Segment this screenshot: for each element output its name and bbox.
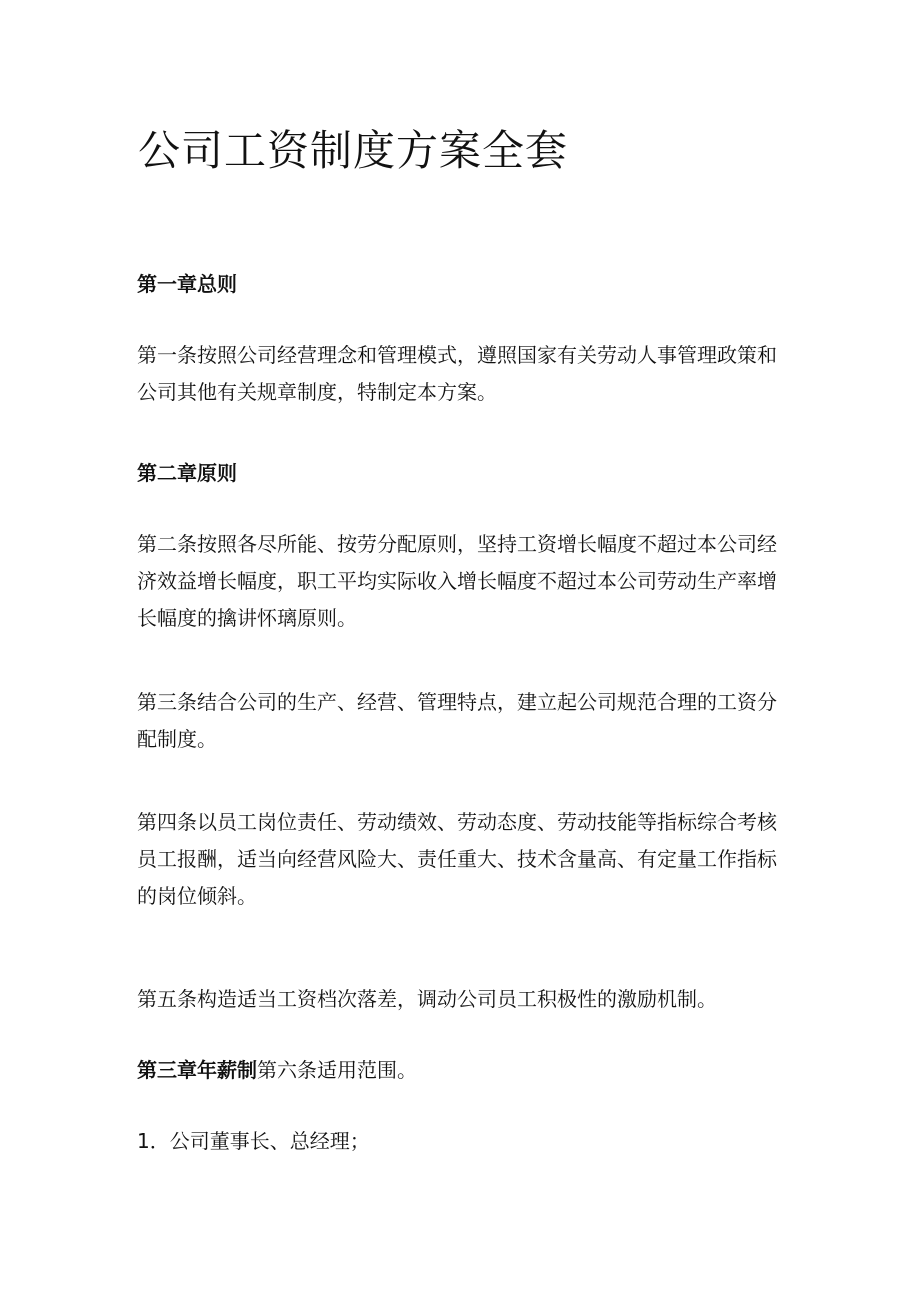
article-3-paragraph (137, 684, 787, 758)
article-5-paragraph (137, 981, 787, 1018)
chapter-3-heading: 第三章年薪制 (137, 1058, 257, 1082)
article-2-paragraph (137, 526, 787, 637)
article-4-line-3: 的岗位倾斜。 (137, 884, 257, 908)
article-1-line-1: 第一条按照公司经营理念和管理模式，遵照国家有关劳动人事管理政策和 (137, 343, 777, 367)
article-2-line-3: 长幅度的擒讲怀璃原则。 (137, 606, 357, 630)
article-2-line-2: 济效益增长幅度，职工平均实际收入增长幅度不超过本公司劳动生产率增 (137, 569, 777, 593)
chapter-2-heading: 第二章原则 (137, 461, 237, 485)
article-5-line-1: 第五条构造适当工资档次落差，调动公司员工积极性的激励机制。 (137, 987, 717, 1011)
chapter-3-line (137, 1052, 787, 1089)
list-item-1: 1．公司董事长、总经理； (137, 1129, 370, 1153)
document-title: 公司工资制度方案全套 (138, 126, 569, 175)
article-3-line-1: 第三条结合公司的生产、经营、管理特点，建立起公司规范合理的工资分 (137, 690, 777, 714)
chapter-1-heading: 第一章总则 (137, 272, 237, 296)
article-6-text: 第六条适用范围。 (257, 1058, 417, 1082)
article-2-line-1: 第二条按照各尽所能、按劳分配原则，坚持工资增长幅度不超过本公司经 (137, 532, 777, 556)
article-4-line-1: 第四条以员工岗位责任、劳动绩效、劳动态度、劳动技能等指标综合考核 (137, 810, 777, 834)
article-1-line-2: 公司其他有关规章制度，特制定本方案。 (137, 380, 497, 404)
article-1-paragraph (137, 337, 787, 411)
article-3-line-2: 配制度。 (137, 727, 217, 751)
article-4-line-2: 员工报酬，适当向经营风险大、责任重大、技术含量高、有定量工作指标 (137, 847, 777, 871)
article-4-paragraph (137, 804, 787, 915)
